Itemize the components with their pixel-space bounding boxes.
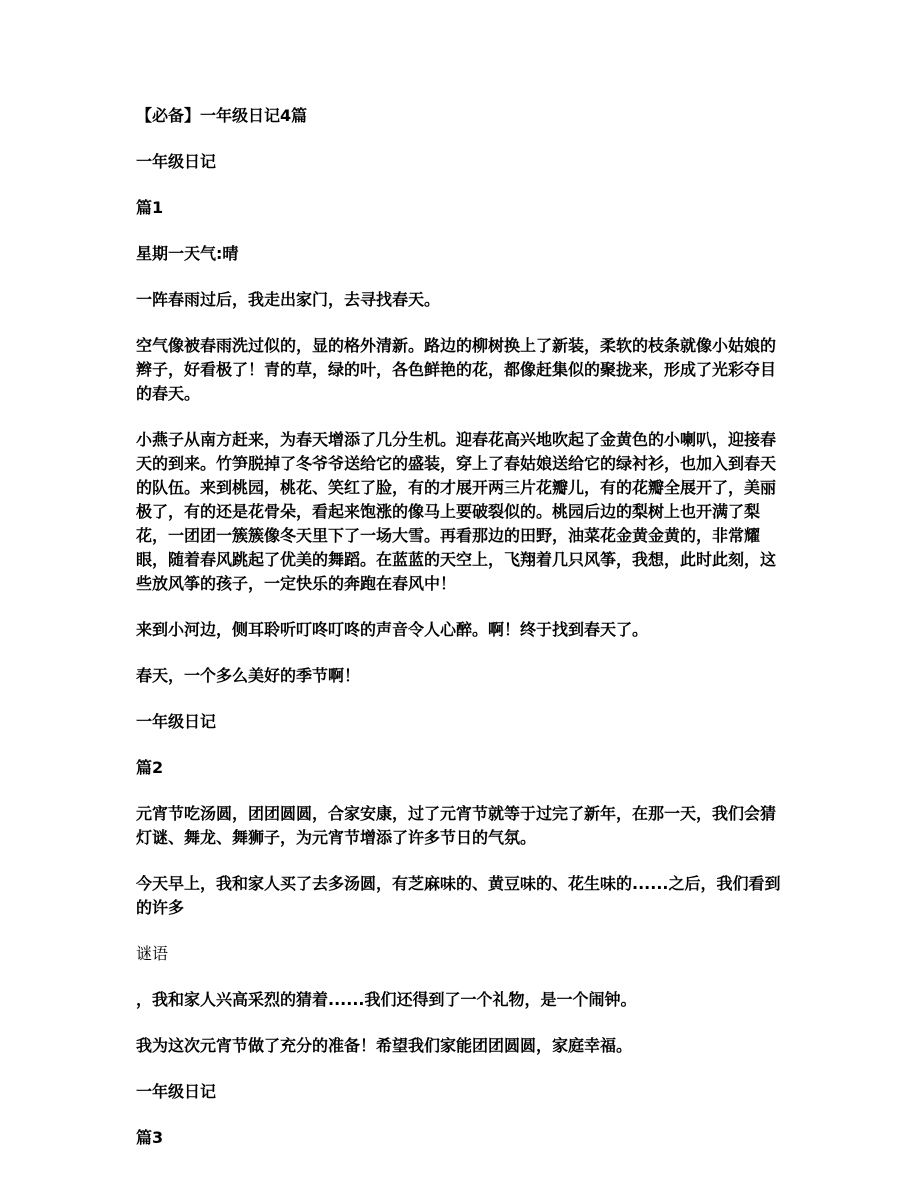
body-paragraph: 小燕子从南方赶来，为春天增添了几分生机。迎春花高兴地吹起了金黄色的小喇叭，迎接春天的到来。竹笋脱掉了冬爷爷送给它的盛装，穿上了春姑娘送给它的绿衬衫，也加入到春天的队伍。来到桃园，桃花、笑红了脸，有的才展开两三片花瓣儿，有的花瓣全展开了，美丽极了，有的还是花骨朵，看起来饱涨的像马上要破裂似的。桃园后边的梨树上也开满了梨花，一团团一簇簇像冬天里下了一场大雪。再看那边的田野，油菜花金黄金黄的，非常耀眼，随着春风跳起了优美的舞蹈。在蓝蓝的天空上，飞翔着几只风筝，我想，此时此刻，这些放风筝的孩子，一定快乐的奔跑在春风中！ [136, 430, 777, 593]
body-paragraph: 春天，一个多么美好的季节啊！ [136, 666, 361, 685]
body-paragraph: 一阵春雨过后，我走出家门，去寻找春天。 [136, 290, 441, 309]
entry-number: 篇2 [136, 758, 164, 777]
section-heading: 一年级日记 [136, 1082, 217, 1101]
body-paragraph: 元宵节吃汤圆，团团圆圆，合家安康，过了元宵节就等于过完了新年，在那一天，我们会猜灯谜、舞龙、舞狮子，为元宵节增添了许多节日的气氛。 [136, 804, 777, 847]
section-heading: 一年级日记 [136, 152, 217, 171]
entry-number: 篇1 [136, 198, 164, 217]
body-paragraph: 今天早上，我和家人买了去多汤圆，有芝麻味的、黄豆味的、花生味的......之后，我们看到的许多 [136, 874, 781, 917]
section-heading: 一年级日记 [136, 712, 217, 731]
body-paragraph: ，我和家人兴高采烈的猜着......我们还得到了一个礼物，是一个闹钟。 [136, 990, 637, 1009]
body-paragraph: 谜语 [136, 944, 169, 963]
body-paragraph: 我为这次元宵节做了充分的准备！希望我们家能团团圆圆，家庭幸福。 [136, 1036, 633, 1055]
document-body [136, 150, 786, 1150]
document-page [136, 104, 786, 1172]
body-paragraph: 空气像被春雨洗过似的，显的格外清新。路边的柳树换上了新装，柔软的枝条就像小姑娘的辫子，好看极了！青的草，绿的叶，各色鲜艳的花，都像赶集似的聚拢来，形成了光彩夺目的春天。 [136, 336, 777, 403]
entry-number: 篇3 [136, 1128, 164, 1147]
body-paragraph: 来到小河边，侧耳聆听叮咚叮咚的声音令人心醉。啊！终于找到春天了。 [136, 620, 649, 639]
document-title: 【必备】一年级日记4篇 [136, 106, 308, 125]
body-paragraph: 星期一天气:晴 [136, 244, 239, 263]
